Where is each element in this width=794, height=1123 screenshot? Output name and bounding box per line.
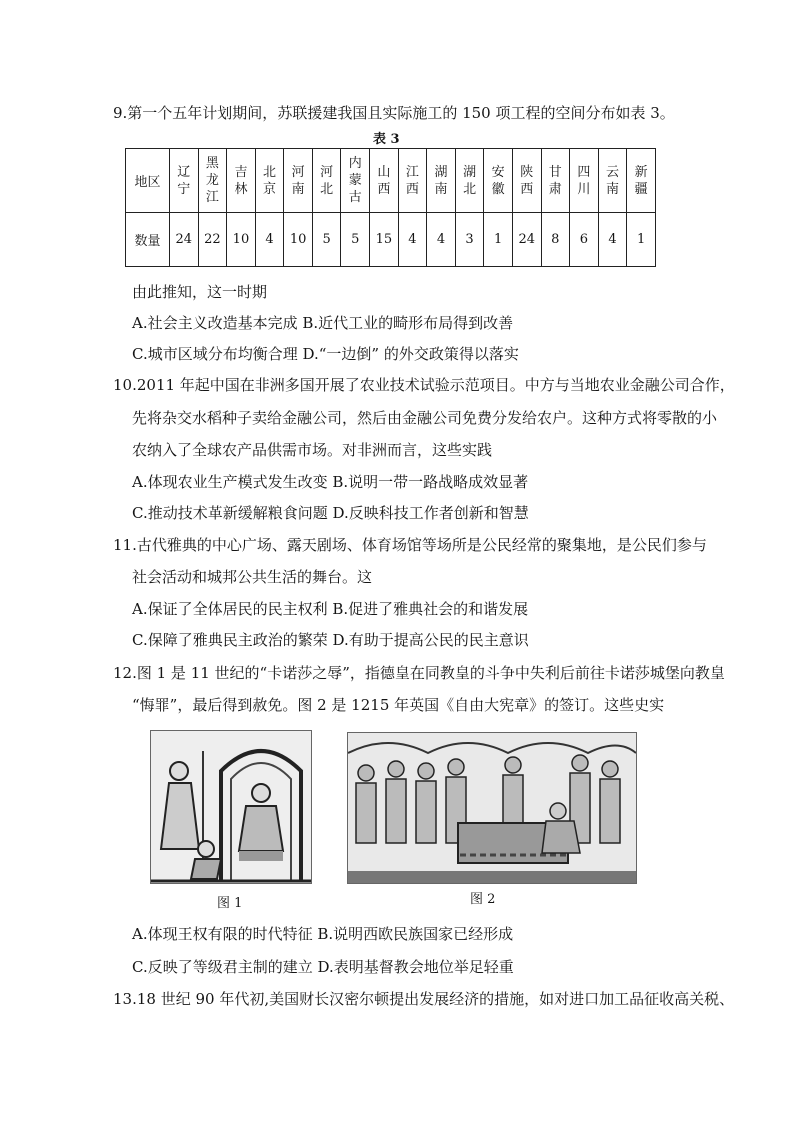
figure-2-caption: 图 2 xyxy=(470,892,496,907)
table-cell-region-char: 肃 xyxy=(548,181,562,197)
q10-options-ab: A.体现农业生产模式发生改变 B.说明一带一路战略成效显著 xyxy=(132,473,529,491)
table-cell-count: 24 xyxy=(170,213,199,267)
table-cell-region-char: 古 xyxy=(348,190,362,205)
table-cell-region-char: 陕 xyxy=(520,164,534,180)
q11-options-cd: C.保障了雅典民主政治的繁荣 D.有助于提高公民的民主意识 xyxy=(132,631,529,649)
table-cell-region-char: 辽 xyxy=(177,164,191,180)
table-cell-count: 4 xyxy=(398,213,427,267)
table-cell-region-char: 南 xyxy=(291,181,305,197)
table-cell-region xyxy=(427,149,456,213)
table-cell-region xyxy=(341,149,370,213)
table-cell-region-char: 西 xyxy=(520,181,534,197)
table-cell-region xyxy=(598,149,627,213)
table-cell-region-char: 吉 xyxy=(234,164,248,180)
table-cell-region-char: 内 xyxy=(348,156,362,171)
q9-lead: 由此推知，这一时期 xyxy=(132,283,268,301)
table-cell-region xyxy=(370,149,399,213)
table-cell-count: 1 xyxy=(627,213,656,267)
table-cell-region xyxy=(312,149,341,213)
table-cell-region-char: 江 xyxy=(205,190,219,205)
table-cell-region-char: 川 xyxy=(577,181,591,197)
q12-line2: “悔罪”，最后得到赦免。图 2 是 1215 年英国《自由大宪章》的签订。这些史实 xyxy=(132,696,665,714)
q10-line3: 农纳入了全球农产品供需市场。对非洲而言，这些实践 xyxy=(132,441,493,459)
table-cell-region-char: 山 xyxy=(377,164,391,180)
table-cell-count: 15 xyxy=(370,213,399,267)
table-cell-count: 6 xyxy=(570,213,599,267)
q10-options-cd: C.推动技术革新缓解粮食问题 D.反映科技工作者创新和智慧 xyxy=(132,504,529,522)
table-cell-region-char: 新 xyxy=(634,164,648,180)
table-cell-region-char: 疆 xyxy=(634,181,648,197)
table-header-region: 地区 xyxy=(126,149,170,213)
table-cell-region xyxy=(512,149,541,213)
table-cell-region-char: 京 xyxy=(263,181,277,197)
table3-caption: 表 3 xyxy=(373,132,400,147)
table-cell-region-char: 安 xyxy=(491,164,505,180)
q11-options-ab: A.保证了全体居民的民主权利 B.促进了雅典社会的和谐发展 xyxy=(132,600,529,618)
table-cell-count: 5 xyxy=(312,213,341,267)
table-cell-region-char: 蒙 xyxy=(348,173,362,188)
table-cell-region-char: 北 xyxy=(463,181,477,197)
table-cell-region xyxy=(255,149,284,213)
table-cell-region-char: 南 xyxy=(605,181,619,197)
table-cell-region-char: 北 xyxy=(320,181,334,197)
table-cell-count: 10 xyxy=(284,213,313,267)
table-cell-region-char: 四 xyxy=(577,164,591,180)
table-cell-region-char: 河 xyxy=(320,164,334,180)
figure-2-image xyxy=(347,732,637,884)
table-cell-count: 24 xyxy=(512,213,541,267)
q11-line2: 社会活动和城邦公共生活的舞台。这 xyxy=(132,568,373,586)
table-cell-region-char: 西 xyxy=(377,181,391,197)
table-cell-region-char: 北 xyxy=(263,164,277,180)
table-cell-region xyxy=(627,149,656,213)
q12-options-cd: C.反映了等级君主制的建立 D.表明基督教会地位举足轻重 xyxy=(132,958,514,976)
table-cell-count: 3 xyxy=(455,213,484,267)
table-cell-region-char: 河 xyxy=(291,164,305,180)
table-cell-region xyxy=(227,149,256,213)
q12-line1: 12.图 1 是 11 世纪的“卡诺莎之辱”，指德皇在同教皇的斗争中失利后前往卡诺莎城堡向教皇 xyxy=(113,664,725,682)
table-cell-region-char: 湖 xyxy=(434,164,448,180)
q9-stem: 9.第一个五年计划期间，苏联援建我国且实际施工的 150 项工程的空间分布如表 3。 xyxy=(113,104,675,122)
table-3 xyxy=(125,148,656,267)
table-cell-region-char: 西 xyxy=(405,181,419,197)
table-cell-region xyxy=(455,149,484,213)
table-cell-count: 1 xyxy=(484,213,513,267)
table-cell-count: 4 xyxy=(427,213,456,267)
table-row-regions xyxy=(126,149,656,213)
table-cell-region-char: 宁 xyxy=(177,181,191,197)
table-cell-count: 22 xyxy=(198,213,227,267)
table-cell-region xyxy=(198,149,227,213)
q10-line1: 10.2011 年起中国在非洲多国开展了农业技术试验示范项目。中方与当地农业金融公司合作， xyxy=(113,376,735,394)
table-cell-region xyxy=(398,149,427,213)
table-cell-region-char: 甘 xyxy=(548,164,562,180)
q13-line1: 13.18 世纪 90 年代初,美国财长汉密尔顿提出发展经济的措施，如对进口加工品征收高关税、 xyxy=(113,990,735,1008)
table-cell-count: 4 xyxy=(255,213,284,267)
table-header-count: 数量 xyxy=(126,213,170,267)
table-cell-region-char: 湖 xyxy=(463,164,477,180)
q10-line2: 先将杂交水稻种子卖给金融公司，然后由金融公司免费分发给农户。这种方式将零散的小 xyxy=(132,409,718,427)
table-cell-count: 4 xyxy=(598,213,627,267)
table-cell-region-char: 龙 xyxy=(205,173,219,188)
table-cell-count: 8 xyxy=(541,213,570,267)
table-row-counts xyxy=(126,213,656,267)
q9-options-ab: A.社会主义改造基本完成 B.近代工业的畸形布局得到改善 xyxy=(132,314,514,332)
table-cell-region xyxy=(170,149,199,213)
table-cell-count: 5 xyxy=(341,213,370,267)
figure-1-caption: 图 1 xyxy=(217,896,243,911)
table-cell-region-char: 林 xyxy=(234,181,248,197)
q9-options-cd: C.城市区域分布均衡合理 D.“一边倒” 的外交政策得以落实 xyxy=(132,345,519,363)
table-cell-region-char: 黑 xyxy=(205,156,219,171)
table-cell-region xyxy=(484,149,513,213)
q12-options-ab: A.体现王权有限的时代特征 B.说明西欧民族国家已经形成 xyxy=(132,925,514,943)
figure-1-image xyxy=(150,730,312,884)
table-cell-count: 10 xyxy=(227,213,256,267)
table-cell-region xyxy=(570,149,599,213)
table-cell-region-char: 南 xyxy=(434,181,448,197)
table-cell-region xyxy=(284,149,313,213)
table-cell-region-char: 江 xyxy=(405,164,419,180)
q11-line1: 11.古代雅典的中心广场、露天剧场、体育场馆等场所是公民经常的聚集地，是公民们参与 xyxy=(113,536,707,554)
table-cell-region-char: 云 xyxy=(605,164,619,180)
table-cell-region-char: 徽 xyxy=(491,181,505,197)
table-cell-region xyxy=(541,149,570,213)
